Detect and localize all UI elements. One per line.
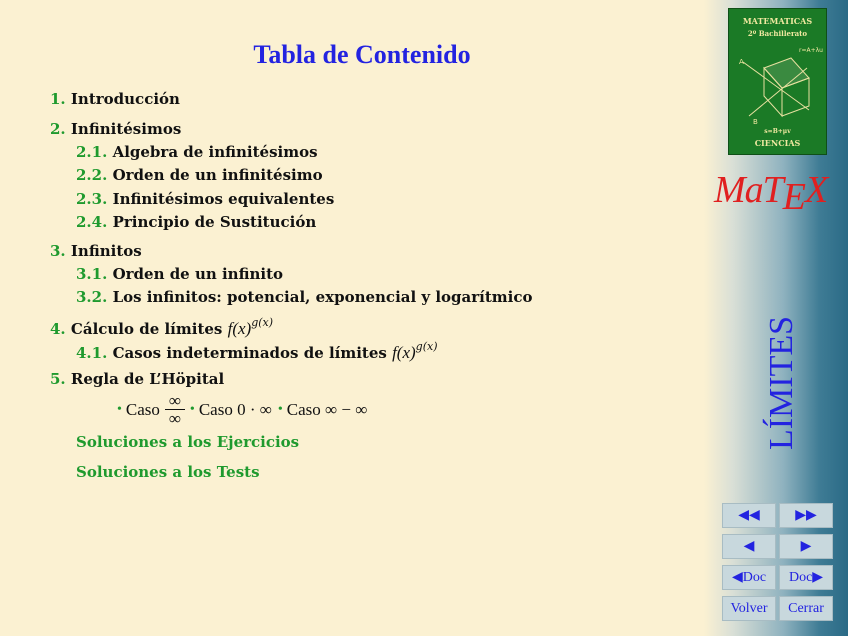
nav-next-button[interactable]: ▶	[779, 534, 833, 559]
book-formula-2: s=B+μv	[764, 128, 791, 135]
bullet: •	[189, 401, 195, 417]
toc-number: 2.3.	[76, 190, 108, 208]
nav-close-button[interactable]: Cerrar	[779, 596, 833, 621]
book-bottom-text: CIENCIAS	[754, 138, 801, 148]
matex-x: X	[805, 169, 828, 211]
toc-number: 2.	[50, 120, 66, 138]
matex-ma: Ma	[714, 169, 763, 211]
toc-number: 2.2.	[76, 166, 108, 184]
nav-doc-next-button[interactable]: Doc▶	[779, 565, 833, 590]
toc-label: Cálculo de límites	[70, 320, 223, 338]
book-formula-1: r=A+λu	[799, 47, 823, 54]
toc-label: Regla de L’Höpital	[70, 370, 225, 388]
toc-number: 3.1.	[76, 265, 108, 283]
matex-t: T	[762, 169, 783, 211]
toc-item-3-2[interactable]	[76, 288, 533, 306]
fraction-denominator: ∞	[168, 409, 181, 428]
book-label-a: A	[739, 58, 744, 66]
matex-logo	[714, 168, 828, 218]
toc-number: 4.1.	[76, 344, 108, 362]
toc-item-2[interactable]	[50, 120, 181, 138]
toc-label: Orden de un infinito	[112, 265, 284, 283]
toc-number: 3.2.	[76, 288, 108, 306]
toc-item-2-3[interactable]	[76, 190, 334, 208]
toc-item-4-1[interactable]	[76, 340, 438, 363]
toc-math-exponent: g(x)	[251, 316, 274, 329]
matex-e: E	[782, 176, 806, 218]
book-label-b: B	[753, 118, 758, 126]
toc-label: Los infinitos: potencial, exponencial y logarítmico	[112, 288, 533, 306]
bullet: •	[277, 401, 283, 417]
case-link-zero-times-inf[interactable]: Caso 0 · ∞	[198, 399, 272, 419]
toc-label: Principio de Sustitución	[112, 213, 317, 231]
nav-first-button[interactable]: ◀◀	[722, 503, 776, 528]
indeterminate-cases	[117, 392, 367, 427]
toc-item-5[interactable]	[50, 370, 224, 388]
toc-label: Introducción	[70, 90, 180, 108]
nav-doc-prev-button[interactable]: ◀Doc	[722, 565, 776, 590]
toc-item-4[interactable]	[50, 316, 273, 339]
nav-last-button[interactable]: ▶▶	[779, 503, 833, 528]
toc-item-1[interactable]	[50, 90, 180, 108]
toc-number: 4.	[50, 320, 66, 338]
toc-item-2-2[interactable]	[76, 166, 323, 184]
nav-prev-button[interactable]: ◀	[722, 534, 776, 559]
geometry-cube-icon	[729, 40, 826, 126]
toc-label: Casos indeterminados de límites	[112, 344, 387, 362]
toc-item-2-4[interactable]	[76, 213, 316, 231]
toc-label: Infinitésimos	[70, 120, 182, 138]
toc-number: 2.4.	[76, 213, 108, 231]
nav-back-button[interactable]: Volver	[722, 596, 776, 621]
toc-item-3-1[interactable]	[76, 265, 283, 283]
book-subtitle: 2º Bachillerato	[747, 29, 808, 38]
bullet: •	[117, 401, 122, 417]
fraction	[165, 392, 185, 427]
fraction-numerator: ∞	[168, 391, 181, 410]
toc-number: 5.	[50, 370, 66, 388]
toc-label: Infinitos	[70, 242, 142, 260]
toc-number: 3.	[50, 242, 66, 260]
case-link-inf-over-inf[interactable]: Caso	[125, 399, 160, 419]
case-link-inf-minus-inf[interactable]: Caso ∞ − ∞	[286, 399, 368, 419]
section-title-vertical: LÍMITES	[763, 315, 800, 451]
book-cover-logo[interactable]	[728, 8, 827, 155]
toc-item-2-1[interactable]	[76, 143, 318, 161]
book-title: MATEMATICAS	[742, 16, 813, 26]
link-soluciones-ejercicios[interactable]: Soluciones a los Ejercicios	[76, 433, 300, 451]
toc-number: 1.	[50, 90, 66, 108]
toc-label: Algebra de infinitésimos	[112, 143, 318, 161]
toc-label: Orden de un infinitésimo	[112, 166, 323, 184]
toc-math: f(x)	[227, 319, 252, 338]
toc-math-exponent: g(x)	[415, 340, 438, 353]
toc-label: Infinitésimos equivalentes	[112, 190, 335, 208]
link-soluciones-tests[interactable]: Soluciones a los Tests	[76, 463, 260, 481]
toc-number: 2.1.	[76, 143, 108, 161]
toc-item-3[interactable]	[50, 242, 142, 260]
page-title: Tabla de Contenido	[253, 40, 471, 69]
toc-math: f(x)	[392, 343, 416, 362]
